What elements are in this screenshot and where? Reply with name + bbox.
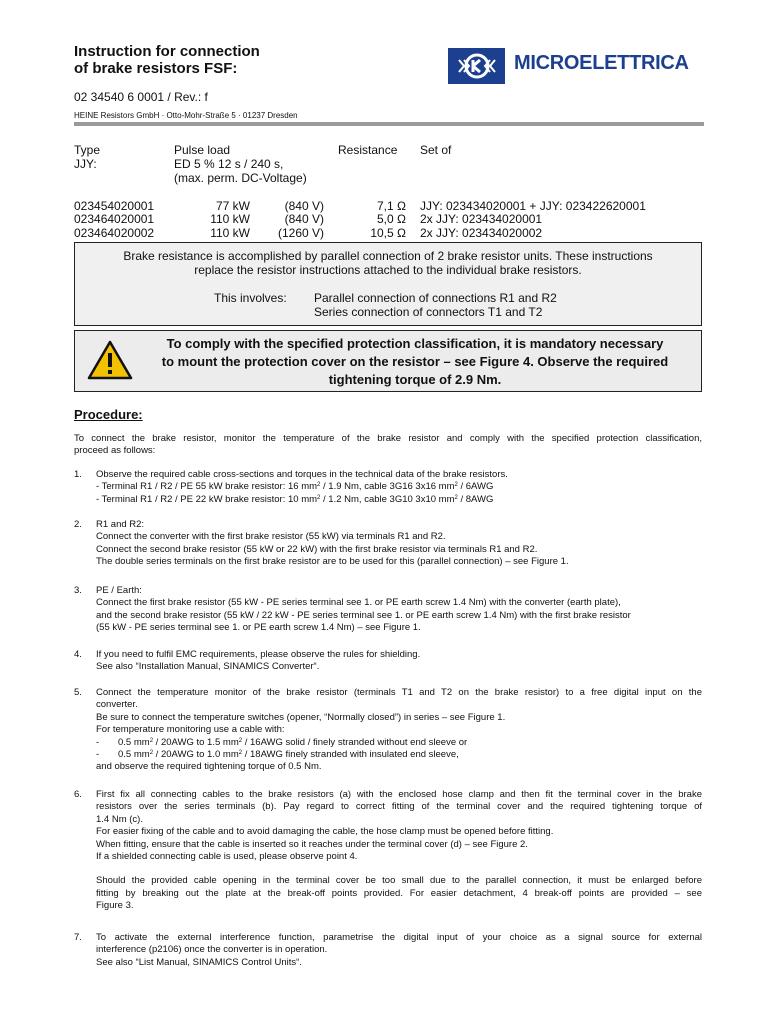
step-5: Connect the temperature monitor of the brake resistor (terminals T1 and T2 on the brake resistor) to a free digital input on the converter. Be sure to connect the temperature switches (opener, “Normally closed”) in series – see Figure 1. For temperature monitoring use a cable with: - 0.5 $mm^2 / 20AWG$ to 1.5 $mm^2 / 16AWG$ solid / finely stranded without end sleeve or - 0.5 $mm^2 / 20AWG$ to 1.0 $mm^2 / 18AWG$ finely stranded with insulated end sleeve, and observe the required tightening torque of 0.5 Nm. xyxy=(96,687,702,773)
col-header-pulse: Pulse load xyxy=(174,143,231,157)
table-row-type: 023464020002 xyxy=(74,226,155,240)
table-row-power: 110 kW xyxy=(210,212,250,226)
document-title: Instruction for connection of brake resistors FSF: xyxy=(74,43,260,77)
logo-badge-icon xyxy=(448,48,505,84)
involves-item-1: Parallel connection of connections R1 and R2 xyxy=(314,291,557,305)
step-1: Observe the required cable cross-sections and torques in the technical data of the brake resistors. - Terminal R1 / R2 / PE 55 kW brake resistor: 16 $mm^2 / 1.9$ Nm, cable 3G16 3x16 $mm^2 / 6AWG$ - Terminal R1 / R2 / PE 22 kW brake resistor: 10 $mm^2 / 1.2$ Nm, cable 3G10 3x10 $mm^2 / 8AWG$ xyxy=(96,469,508,505)
table-row-resistance: 10,5 Ω xyxy=(370,226,406,240)
company-address: HEINE Resistors GmbH · Otto-Mohr-Straße 5 · 01237 Dresden xyxy=(74,111,298,120)
warning-text: To comply with the specified protection classification, it is mandatory necessary to mount the protection cover on the resistor – see Figure 4. Observe the required tightening torque of 2.9 Nm. xyxy=(161,336,669,387)
table-row-type: 023454020001 xyxy=(74,199,155,213)
col-header-type: Type xyxy=(74,143,101,157)
col-header-resistance: Resistance xyxy=(338,143,398,157)
step-number: 3. xyxy=(74,585,82,596)
step-3: PE / Earth: Connect the first brake resistor (55 kW - PE series terminal see 1. or PE earth screw 1.4 Nm) with the converter (earth plate), and the second brake resistor (55 kW / 22 kW - PE series terminal see 1. or PE earth screw 1.4 Nm) with the first brake resistor (55 kW - PE series terminal see 1. or PE earth screw 1.4 Nm) – see Figure 1. xyxy=(96,585,631,634)
table-row-power: 110 kW xyxy=(210,226,250,240)
step-number: 4. xyxy=(74,649,82,660)
table-row-power: 77 kW xyxy=(215,199,250,213)
table-row-voltage: (840 V) xyxy=(284,212,324,226)
warning-box xyxy=(74,330,702,392)
step-number: 1. xyxy=(74,469,82,480)
step-4: If you need to fulfil EMC requirements, please observe the rules for shielding. See also “Installation Manual, SINAMICS Converter“. xyxy=(96,649,421,673)
info-line-1: Brake resistance is accomplished by parallel connection of 2 brake resistor units. These instructions xyxy=(123,249,653,263)
header-divider xyxy=(74,122,704,126)
table-row-type: 023464020001 xyxy=(74,212,155,226)
table-row-set-of: 2x JJY: 023434020002 xyxy=(420,226,543,240)
microelettrica-logo xyxy=(448,48,698,84)
step-number: 7. xyxy=(74,932,82,943)
step-6: First fix all connecting cables to the brake resistors (a) with the enclosed hose clamp and then fit the terminal cover in the brake resistors over the series terminals (b). Pay regard to correct fitting of the terminal cover and the required tightening torque of 1.4 Nm (c). For easier fixing of the cable and to avoid damaging the cable, the hose clamp must be opened before fitting. When fitting, ensure that the cable is inserted so it reaches under the terminal cover (d) – see Figure 2. If a shielded connecting cable is used, please observe point 4. Should the provided cable opening in the terminal cover be too small due to the parallel connection, it must be enlarged before fitting by breaking out the plate at the break-off points provided. For easier detachment, 4 break-off points are provided – see Figure 3. xyxy=(96,789,702,912)
involves-item-2: Series connection of connectors T1 and T2 xyxy=(314,305,543,319)
logo-text: MICROELETTRICA xyxy=(514,52,689,74)
procedure-heading: Procedure: xyxy=(74,407,143,422)
step-number: 6. xyxy=(74,789,82,800)
col-header-set-of: Set of xyxy=(420,143,452,157)
step-7: To activate the external interference function, parametrise the digital input of your choice as a signal source for external interference (p2106) once the converter is in operation. See also “List Manual, SINAMICS Control Units“. xyxy=(96,932,702,968)
step-number: 5. xyxy=(74,687,82,698)
col-header-pulse-sub2: (max. perm. DC-Voltage) xyxy=(174,171,307,185)
table-row-resistance: 5,0 Ω xyxy=(377,212,406,226)
warning-triangle-icon xyxy=(87,340,133,380)
procedure-intro: To connect the brake resistor, monitor the temperature of the brake resistor and comply with the specified protection classification, proceed as follows: xyxy=(74,433,702,457)
info-box xyxy=(74,242,702,326)
involves-label: This involves: xyxy=(214,291,287,305)
col-header-pulse-sub1: ED 5 % 12 s / 240 s, xyxy=(174,157,284,171)
table-row-voltage: (1260 V) xyxy=(277,226,324,240)
info-line-2: replace the resistor instructions attached to the individual brake resistors. xyxy=(194,263,582,277)
col-header-type-sub: JJY: xyxy=(74,157,97,171)
table-row-set-of: 2x JJY: 023434020001 xyxy=(420,212,543,226)
table-row-resistance: 7,1 Ω xyxy=(377,199,406,213)
step-2: R1 and R2: Connect the converter with the first brake resistor (55 kW) via terminals R1 and R2. Connect the second brake resistor (55 kW or 22 kW) with the first brake resistor via terminals R1 and R2. The double series terminals on the first brake resistor are to be used for this (parallel connection) – see Figure 1. xyxy=(96,519,569,568)
table-row-voltage: (840 V) xyxy=(284,199,324,213)
document-number: 02 34540 6 0001 / Rev.: f xyxy=(74,90,208,104)
table-row-set-of: JJY: 023434020001 + JJY: 023422620001 xyxy=(420,199,646,213)
step-number: 2. xyxy=(74,519,82,530)
logo-k-emblem-icon xyxy=(454,51,500,81)
